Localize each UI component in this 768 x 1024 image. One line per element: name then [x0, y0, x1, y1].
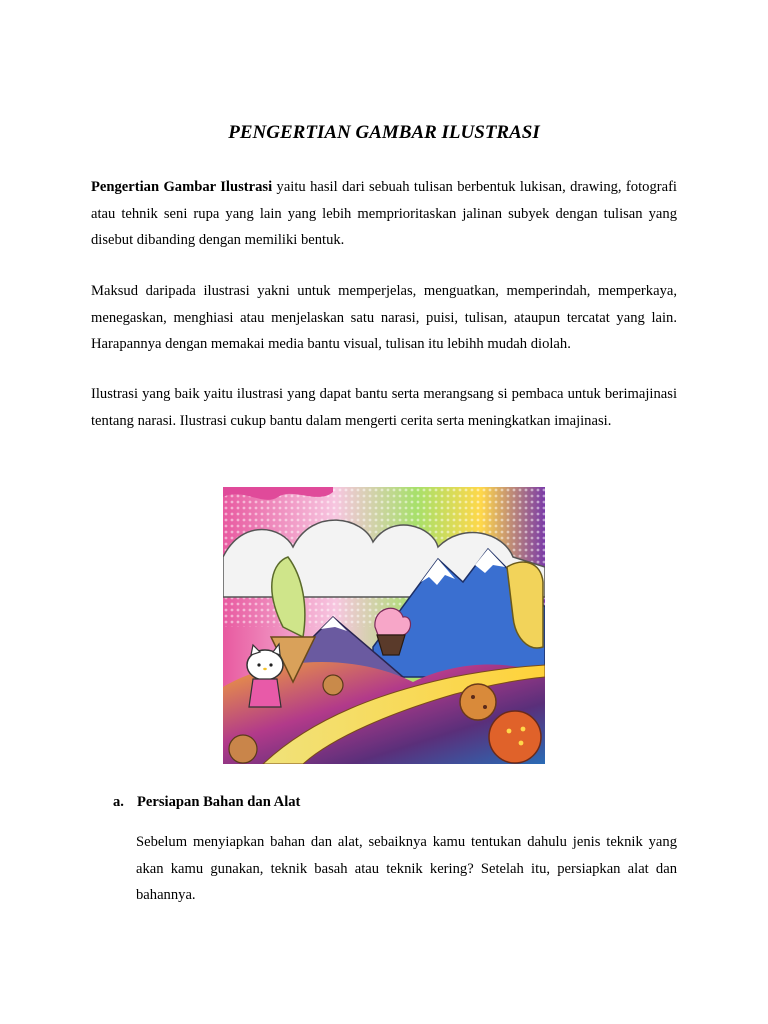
illustration-image: [223, 487, 545, 764]
paragraph-definition: [91, 174, 677, 254]
section-heading: [113, 794, 300, 811]
paragraph-definition-text: yaitu hasil dari sebuah tulisan berbentuk lukisan, drawing, fotografi atau tehnik seni rupa yang lain yang lebih memprioritaskan jalinan subyek dengan tulisan yang disebut dibanding dengan memiliki bentuk.: [91, 179, 677, 248]
paragraph-good-illustration: Ilustrasi yang baik yaitu ilustrasi yang dapat bantu serta merangsang si pembaca untuk berimajinasi tentang narasi. Ilustrasi cukup bantu dalam mengerti cerita serta meningkatkan imajinasi.: [91, 386, 677, 429]
section-heading-text: Persiapan Bahan dan Alat: [137, 794, 301, 810]
paragraph-purpose: Maksud daripada ilustrasi yakni untuk memperjelas, menguatkan, memperindah, memperkaya, menegaskan, menghiasi atau menjelaskan satu narasi, puisi, tulisan, ataupun tercatat yang lain. Harapannya dengan memakai media bantu visual, tulisan itu lebihh mudah diolah.: [91, 283, 677, 352]
paragraph-lead-term: Pengertian Gambar Ilustrasi: [91, 179, 273, 195]
page-title: PENGERTIAN GAMBAR ILUSTRASI: [228, 122, 540, 143]
section-marker: a.: [113, 794, 124, 810]
section-paragraph: Sebelum menyiapkan bahan dan alat, sebaiknya kamu tentukan dahulu jenis teknik yang akan kamu gunakan, teknik basah atau teknik kering? Setelah itu, persiapkan alat dan bahannya.: [136, 834, 677, 903]
illustration-kitty: [247, 644, 283, 707]
